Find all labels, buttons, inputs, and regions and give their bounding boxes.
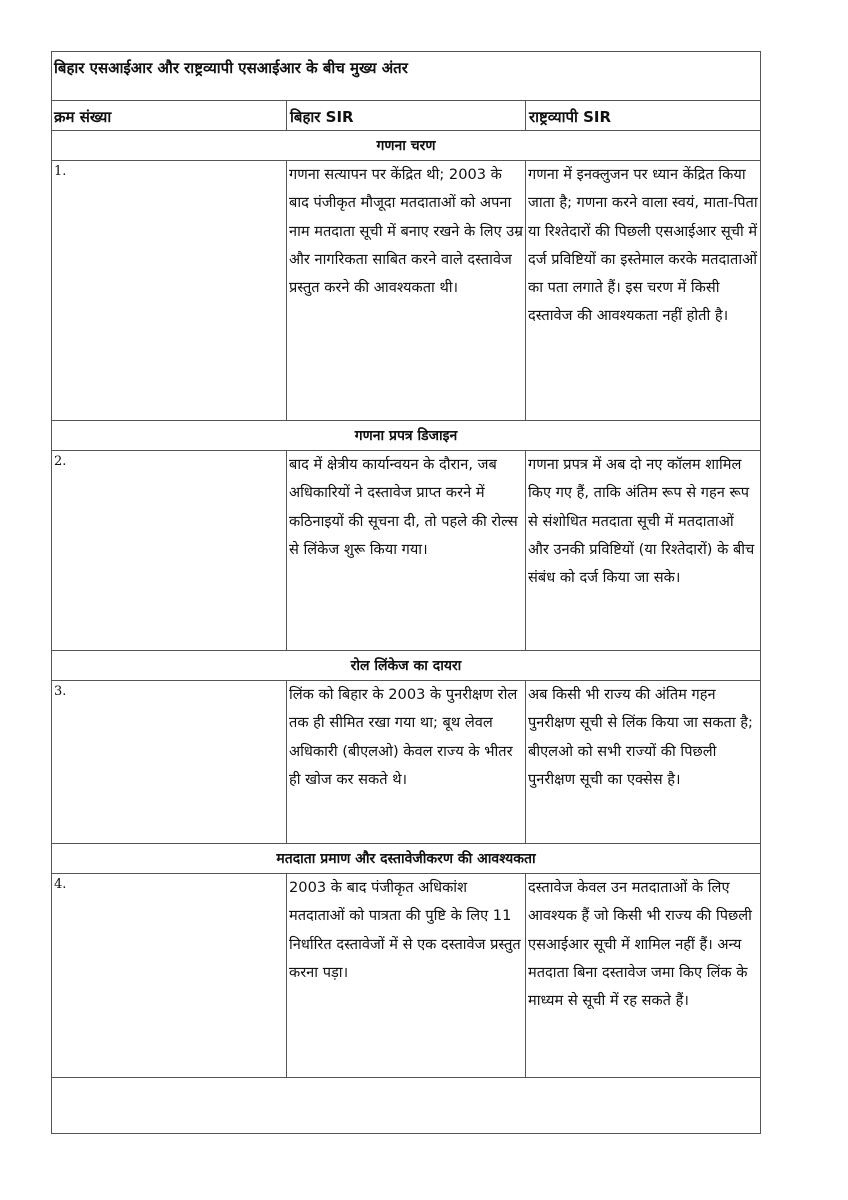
comparison-table [51, 51, 761, 1134]
bihar-sir-cell: लिंक को बिहार के 2003 के पुनरीक्षण रोल तक ही सीमित रखा गया था; बूथ लेवल अधिकारी (बीएलओ) केवल राज्य के भीतर ही खोज कर सकते थे। [289, 686, 518, 788]
national-sir-cell: गणना प्रपत्र में अब दो नए कॉलम शामिल किए गए हैं, ताकि अंतिम रूप से गहन रूप से संशोधित मतदाता सूची में मतदाताओं और उनकी प्रविष्टियों (या रिश्तेदारों) के बीच संबंध को दर्ज किया जा सके। [528, 456, 755, 587]
section-heading: मतदाता प्रमाण और दस्तावेजीकरण की आवश्यकता [276, 851, 536, 867]
national-sir-cell: दस्तावेज केवल उन मतदाताओं के लिए आवश्यक हैं जो किसी भी राज्य की पिछली एसआईआर सूची में शामिल नहीं हैं। अन्य मतदाता बिना दस्तावेज जमा किए लिंक के माध्यम से सूची में रह सकते हैं। [528, 879, 752, 1010]
bihar-sir-cell: बाद में क्षेत्रीय कार्यान्वयन के दौरान, जब अधिकारियों ने दस्तावेज प्राप्त करने में कठिनाइयों की सूचना दी, तो पहले की रोल्स से लिंकेज शुरू किया गया। [289, 456, 518, 558]
row-number: 3. [54, 684, 67, 699]
header-bihar-sir: बिहार SIR [290, 108, 354, 126]
national-sir-cell: गणना में इनक्लुजन पर ध्यान केंद्रित किया जाता है; गणना करने वाला स्वयं, माता-पिता या रिश्तेदारों की पिछली एसआईआर सूची में दर्ज प्रविष्टियों का इस्तेमाल करके मतदाताओं का पता लगाते हैं। इस चरण में किसी दस्तावेज की आवश्यकता नहीं होती है। [528, 166, 758, 325]
header-serial-number: क्रम संख्या [54, 108, 112, 126]
section-heading: गणना प्रपत्र डिजाइन [354, 428, 458, 444]
header-national-sir: राष्ट्रव्यापी SIR [529, 108, 612, 126]
row-number: 2. [54, 454, 67, 469]
bihar-sir-cell: गणना सत्यापन पर केंद्रित थी; 2003 के बाद पंजीकृत मौजूदा मतदाताओं को अपना नाम मतदाता सूची में बनाए रखने के लिए उम्र और नागरिकता साबित करने वाले दस्तावेज प्रस्तुत करने की आवश्यकता थी। [289, 166, 523, 297]
empty-footer-row [52, 1078, 760, 1133]
section-heading: रोल लिंकेज का दायरा [350, 658, 462, 674]
section-heading: गणना चरण [376, 138, 436, 154]
row-number: 1. [54, 164, 67, 179]
table-title: बिहार एसआईआर और राष्ट्रव्यापी एसआईआर के बीच मुख्य अंतर [54, 59, 408, 77]
bihar-sir-cell: 2003 के बाद पंजीकृत अधिकांश मतदाताओं को पात्रता की पुष्टि के लिए 11 निर्धारित दस्तावेजों में से एक दस्तावेज प्रस्तुत करना पड़ा। [289, 879, 521, 981]
national-sir-cell: अब किसी भी राज्य की अंतिम गहन पुनरीक्षण सूची से लिंक किया जा सकता है; बीएलओ को सभी राज्यों की पिछली पुनरीक्षण सूची का एक्सेस है। [528, 686, 753, 788]
row-number: 4. [54, 877, 67, 892]
